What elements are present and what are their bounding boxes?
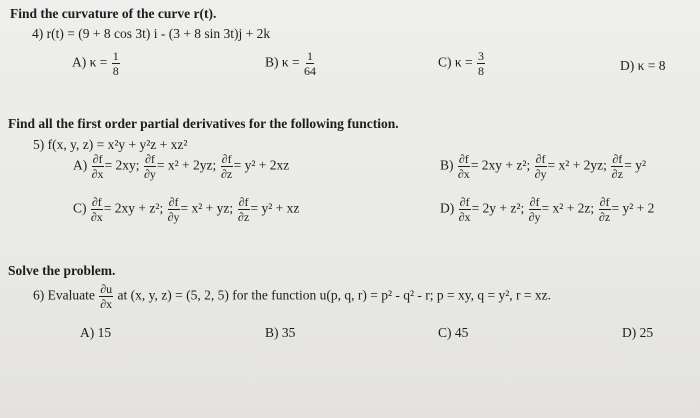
q6-option-a: A) 15: [80, 325, 112, 340]
q6-partial-fraction: $\frac{\partial u}{\partial x}$: [100, 282, 113, 311]
q5-stem: 5) f(x, y, z) = x²y + y²z + xz²: [33, 137, 188, 152]
q4-option-b-fraction: $\frac{1}{64}$: [304, 49, 317, 78]
q4-option-d: D) κ = 8: [620, 58, 666, 73]
q5-option-b: B) $\frac{\partial f}{\partial x}$ = 2xy + z²; $\frac{\partial f}{\partial y}$ = x² + 2yz; $\frac{\partial f}{\partial z}$ = y²: [440, 152, 647, 181]
q4-heading: Find the curvature of the curve r(t).: [10, 6, 217, 21]
q5-option-c: C) $\frac{\partial f}{\partial x}$ = 2xy + z²; $\frac{\partial f}{\partial y}$ = x² + yz; $\frac{\partial f}{\partial z}$ = y² + xz: [73, 195, 300, 224]
q4-option-c-fraction: $\frac{3}{8}$: [478, 49, 485, 78]
q5-heading: Find all the first order partial derivatives for the following function.: [8, 116, 399, 131]
q6-stem: [33, 283, 551, 310]
q4-option-a-label: A) κ =: [72, 54, 108, 70]
q6-stem-suffix: at (x, y, z) = (5, 2, 5) for the function u(p, q, r) = p² - q² - r; p = xy, q = y², r = xz.: [117, 287, 552, 303]
q4-option-c-label: C) κ =: [438, 54, 473, 70]
q4-option-a-fraction: $\frac{1}{8}$: [112, 49, 119, 78]
q4-option-b-label: B) κ =: [265, 54, 300, 70]
q6-option-c: C) 45: [438, 325, 469, 340]
q6-option-d: D) 25: [622, 325, 654, 340]
q4-option-a: [72, 50, 121, 77]
q6-option-b: B) 35: [265, 325, 296, 340]
q6-stem-prefix: 6) Evaluate: [33, 287, 95, 303]
q6-heading: Solve the problem.: [8, 263, 116, 278]
q4-stem: 4) r(t) = (9 + 8 cos 3t) i - (3 + 8 sin 3t)j + 2k: [32, 26, 271, 41]
q4-option-b: [265, 50, 317, 77]
q4-option-c: [438, 50, 486, 77]
q5-option-d: D) $\frac{\partial f}{\partial x}$ = 2y + z²; $\frac{\partial f}{\partial y}$ = x² + 2z; $\frac{\partial f}{\partial z}$ = y² + 2: [440, 195, 655, 224]
q5-option-a: A) $\frac{\partial f}{\partial x}$ = 2xy; $\frac{\partial f}{\partial y}$ = x² + 2yz; $\frac{\partial f}{\partial z}$ = y² + 2xz: [73, 152, 290, 181]
